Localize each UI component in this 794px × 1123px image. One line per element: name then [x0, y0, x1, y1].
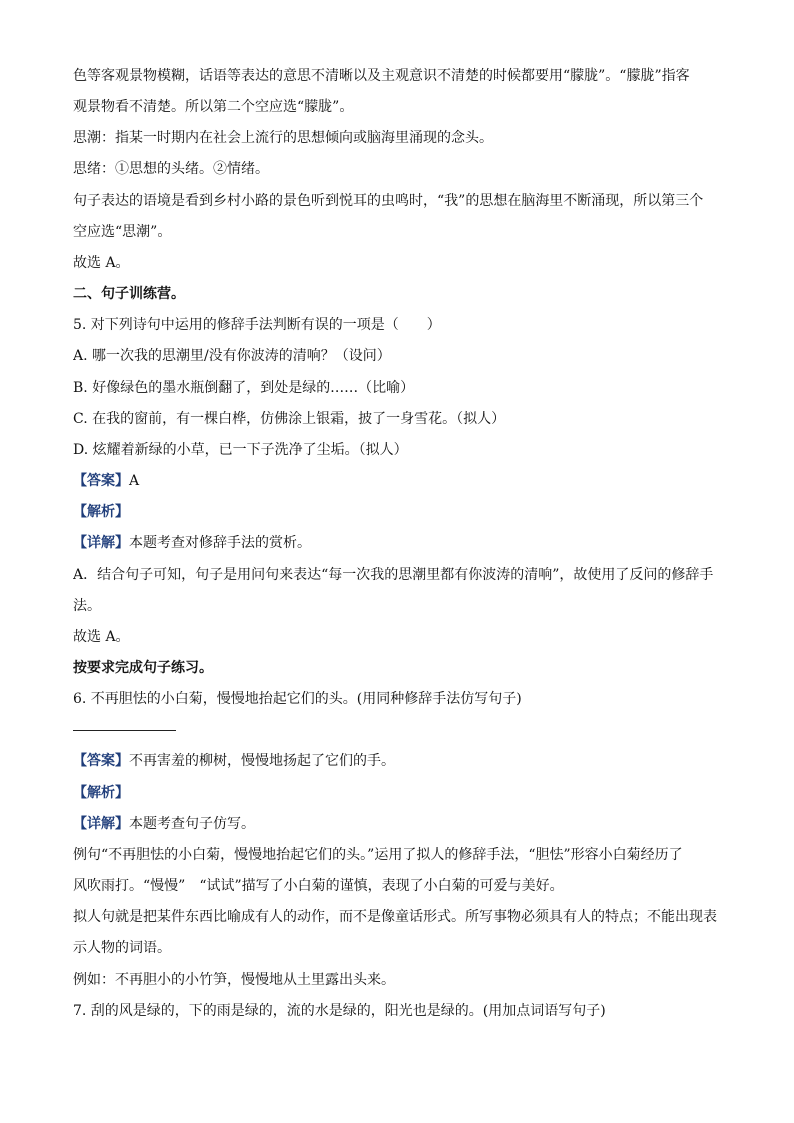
- detail-row: [73, 528, 734, 559]
- analysis-row: [73, 497, 734, 528]
- answer-blank-line: [73, 730, 176, 731]
- analysis-label: 【解析】: [73, 504, 129, 521]
- detail-text: 本题考查对修辞手法的赏析。: [129, 535, 311, 552]
- explanation-line: 示人物的词语。: [73, 940, 171, 957]
- explanation-line: 法。: [73, 597, 101, 614]
- explanation-line: A．结合句子可知，句子是用问句来表达“每一次我的思潮里都有你波涛的清响”，故使用了反问的修辞手: [73, 566, 714, 583]
- definition-sixu: 思绪：①思想的头绪。②情绪。: [73, 161, 269, 178]
- answer-label: 【答案】: [73, 473, 129, 490]
- detail-label: 【详解】: [73, 535, 129, 552]
- explanation-line: 色等客观景物模糊，话语等表达的意思不清晰以及主观意识不清楚的时候都要用“朦胧”。“朦胧”指客: [73, 68, 690, 84]
- question-5-option-c: C. 在我的窗前，有一棵白桦，仿佛涂上银霜，披了一身雪花。（拟人）: [73, 410, 506, 427]
- detail-text: 本题考查句子仿写。: [129, 815, 255, 832]
- explanation-line: 空应选“思潮”。: [73, 223, 172, 240]
- analysis-row: [73, 778, 734, 809]
- analysis-label: 【解析】: [73, 784, 129, 801]
- definition-sichao: 思潮：指某一时期内在社会上流行的思想倾向或脑海里涌现的念头。: [73, 130, 493, 147]
- answer-text: 不再害羞的柳树，慢慢地扬起了它们的手。: [129, 753, 395, 770]
- explanation-line: 观景物看不清楚。所以第二个空应选“朦胧”。: [73, 99, 354, 116]
- question-5-option-b: B. 好像绿色的墨水瓶倒翻了，到处是绿的……（比喻）: [73, 379, 415, 396]
- answer-text: A: [129, 473, 140, 490]
- example-line: 例如：不再胆小的小竹笋，慢慢地从土里露出头来。: [73, 971, 395, 988]
- answer-blank-row: [73, 715, 734, 746]
- explanation-line: 例句“不再胆怯的小白菊，慢慢地抬起它们的头。”运用了拟人的修辞手法，“胆怯”形容小白菊经历了: [73, 846, 683, 863]
- question-5-stem: 5. 对下列诗句中运用的修辞手法判断有误的一项是（ ）: [73, 317, 441, 334]
- answer-label: 【答案】: [73, 753, 129, 770]
- question-7-stem: 7. 刮的风是绿的，下的雨是绿的，流的水是绿的，阳光也是绿的。(用加点词语写句子): [73, 1002, 606, 1019]
- explanation-line: 句子表达的语境是看到乡村小路的景色听到悦耳的虫鸣时，“我”的思想在脑海里不断涌现，所以第三个: [73, 192, 704, 209]
- answer-row: [73, 746, 734, 777]
- detail-label: 【详解】: [73, 815, 129, 832]
- question-5-option-a: A. 哪一次我的思潮里/没有你波涛的清响？（设问）: [73, 348, 391, 365]
- detail-row: [73, 809, 734, 840]
- section-heading: 按要求完成句子练习。: [73, 659, 213, 676]
- section-heading: 二、句子训练营。: [73, 286, 185, 303]
- conclusion-line: 故选 A。: [73, 628, 130, 645]
- explanation-line: 风吹雨打。“慢慢” “试试”描写了小白菊的谨慎，表现了小白菊的可爱与美好。: [73, 878, 564, 895]
- question-5-option-d: D. 炫耀着新绿的小草，已一下子洗净了尘垢。（拟人）: [73, 441, 408, 458]
- question-6-stem: 6. 不再胆怯的小白菊，慢慢地抬起它们的头。(用同种修辞手法仿写句子): [73, 691, 522, 708]
- explanation-line: 拟人句就是把某件东西比喻成有人的动作，而不是像童话形式。所写事物必须具有人的特点；不能出现表: [73, 909, 717, 926]
- answer-row: [73, 466, 734, 497]
- conclusion-line: 故选 A。: [73, 254, 130, 271]
